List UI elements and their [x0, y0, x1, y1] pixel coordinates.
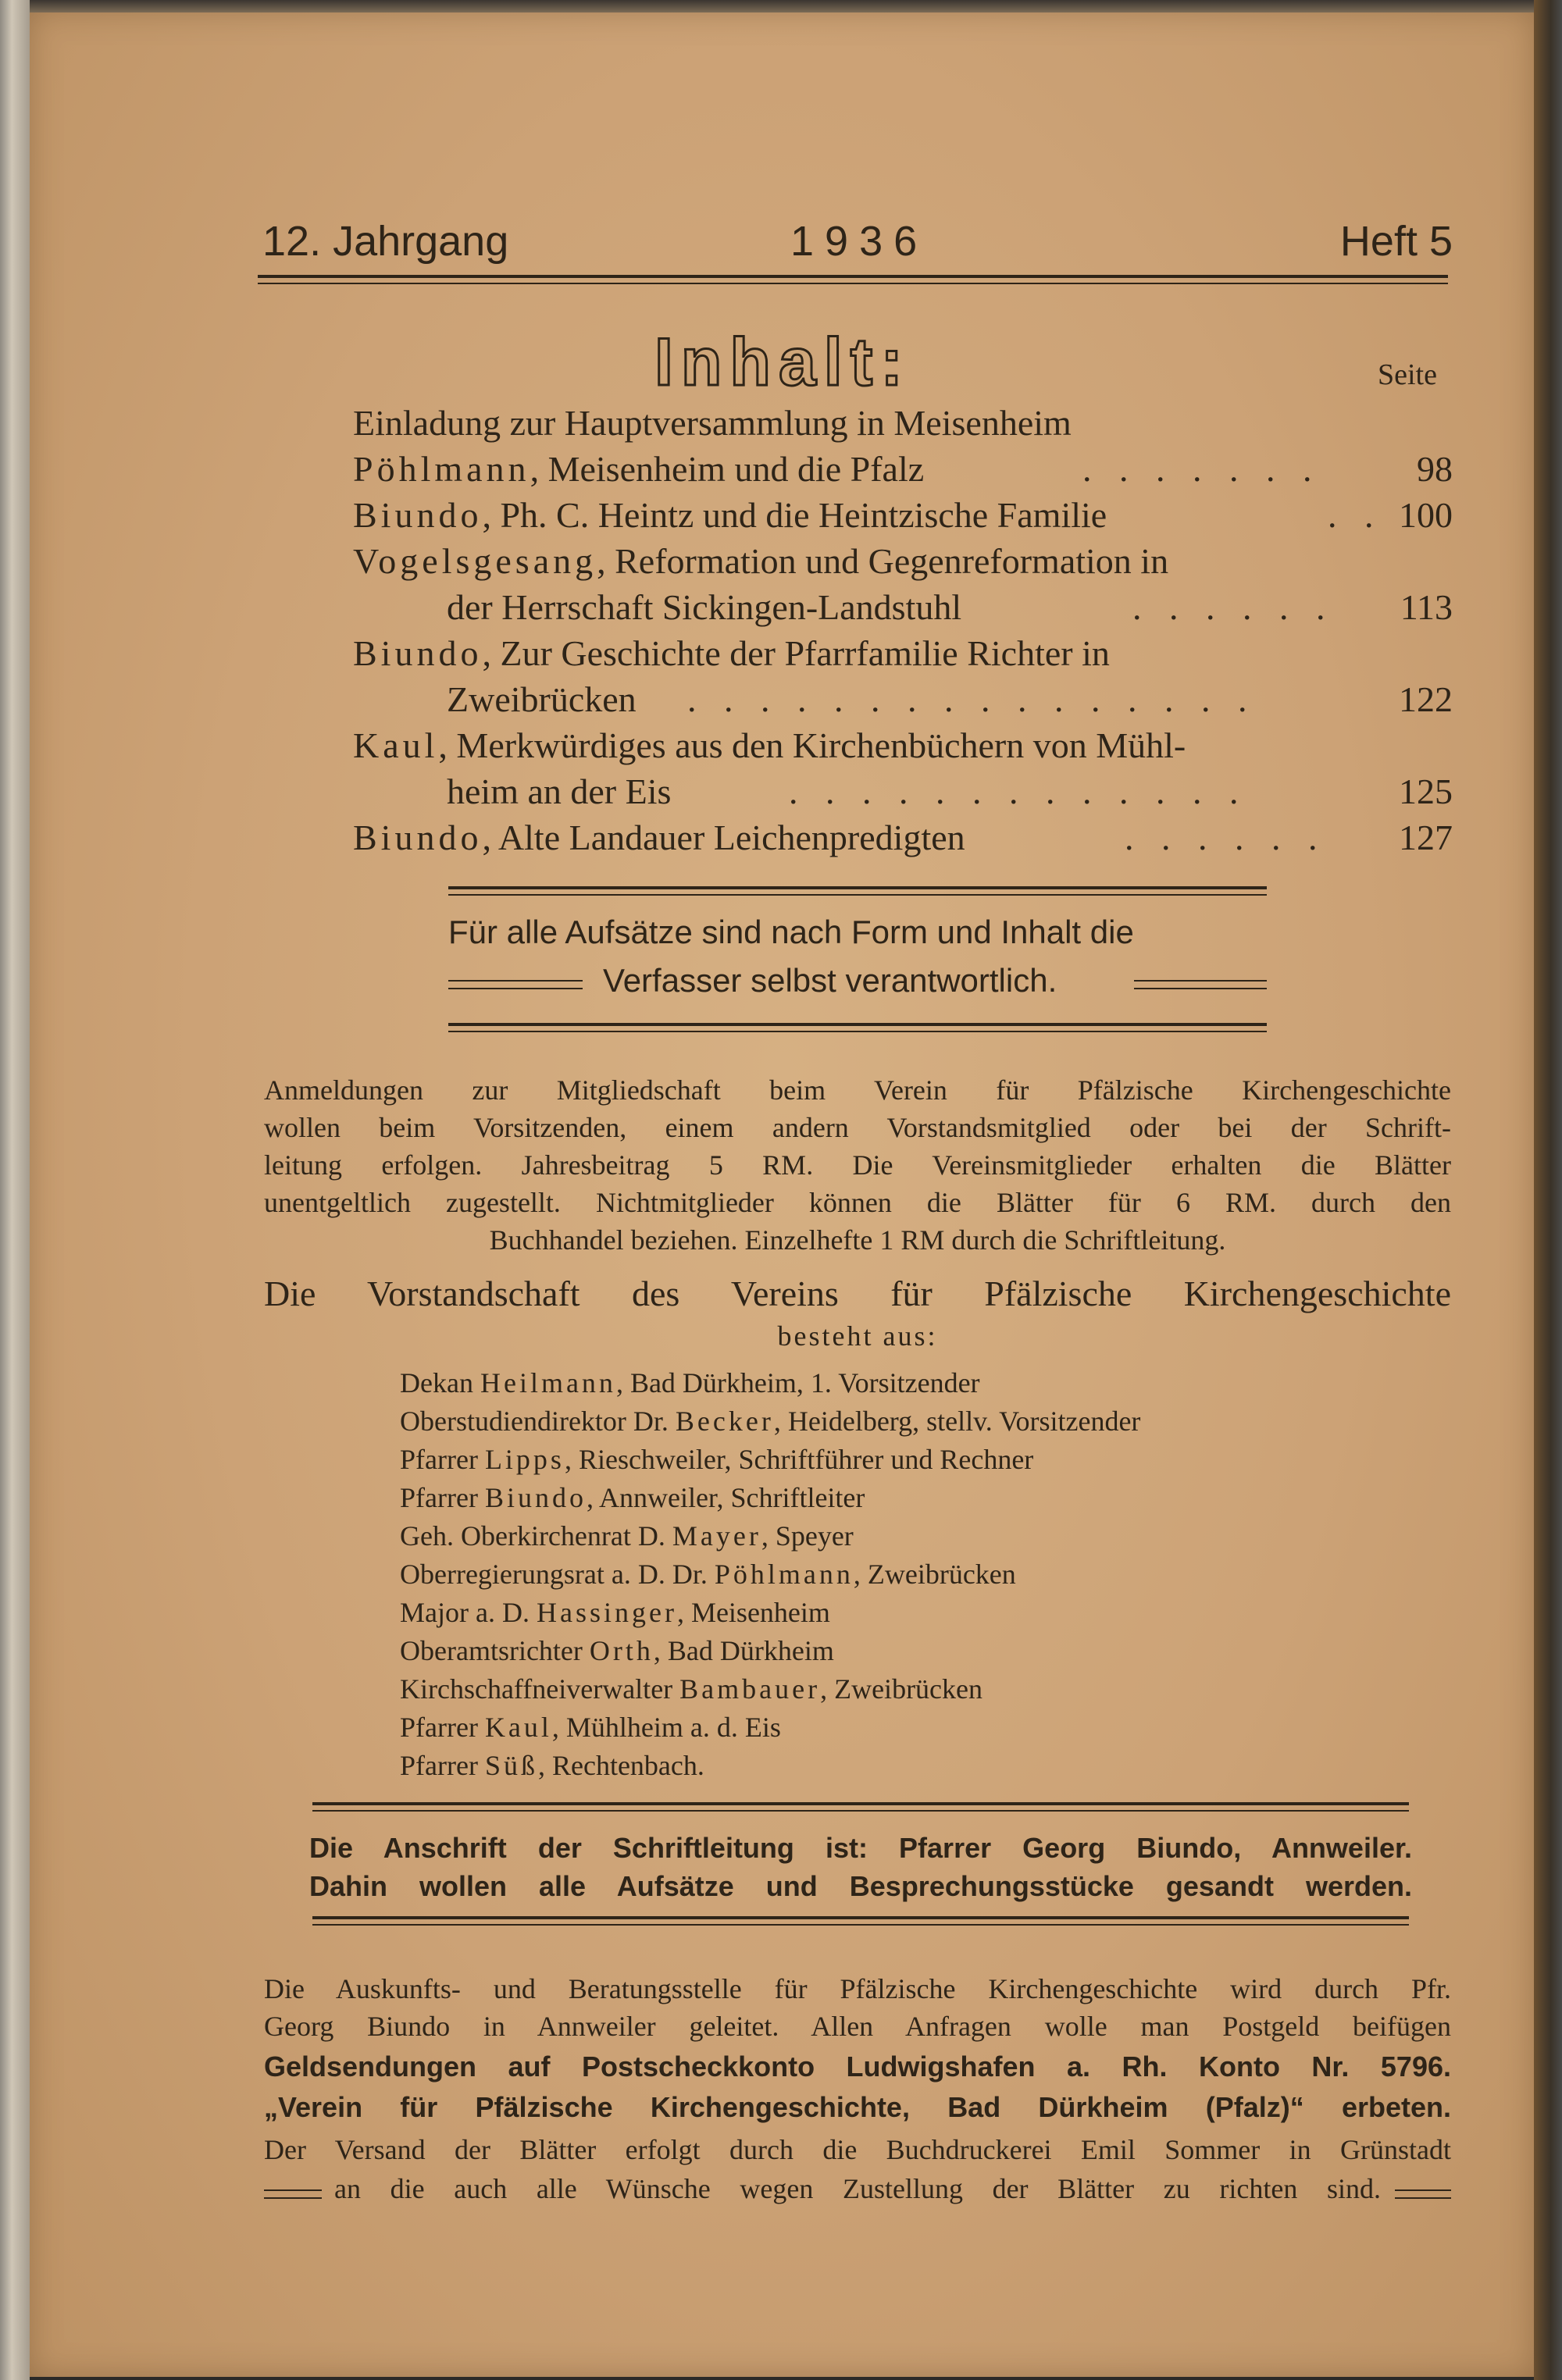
address-rule-bottom [312, 1916, 1409, 1926]
toc-leader-dots: . . [1328, 495, 1383, 535]
toc-author: Vogelsgesang [353, 541, 597, 581]
issue-label: Heft 5 [1339, 218, 1453, 265]
toc-page-number: 125 [1399, 771, 1453, 811]
notice-line-2: Verfasser selbst verantwortlich. [603, 962, 1057, 999]
footer-line-6: an die auch alle Wünsche wegen Zustellung der Blätter zu richten sind. [334, 2173, 1381, 2204]
board-heading: Die Vorstandschaft des Vereins für Pfälzische Kirchengeschichte [264, 1274, 1451, 1313]
toc-author: Pöhlmann [353, 449, 530, 489]
board-member: Kirchschaffneiverwalter Bambauer, Zweibrücken [400, 1673, 983, 1705]
toc-entry-4-continuation: der Herrschaft Sickingen-Landstuhl [447, 587, 962, 627]
board-subheading: besteht aus: [777, 1320, 938, 1352]
toc-entry-1 [353, 402, 1072, 444]
header-rule [258, 275, 1448, 284]
footer-line-5: Der Versand der Blätter erfolgt durch die Buchdruckerei Emil Sommer in Grünstadt [264, 2134, 1451, 2165]
page-header [234, 217, 1453, 272]
membership-line-5: Buchhandel beziehen. Einzelhefte 1 RM durch die Schriftleitung. [489, 1224, 1226, 1256]
board-member: Geh. Oberkirchenrat D. Mayer, Speyer [400, 1520, 854, 1552]
toc-entry-5 [353, 632, 1110, 674]
notice-rule-right [1134, 980, 1267, 989]
toc-title: , Zur Geschichte der Pfarrfamilie Richter in [482, 633, 1110, 673]
footer-line-3: Geldsendungen auf Postscheckkonto Ludwigshafen a. Rh. Konto Nr. 5796. [264, 2050, 1451, 2082]
membership-line-3: leitung erfolgen. Jahresbeitrag 5 RM. Die Vereinsmitglieder erhalten die Blätter [264, 1149, 1451, 1181]
toc-page-number: 98 [1417, 449, 1453, 489]
membership-line-2: wollen beim Vorsitzenden, einem andern Vorstandsmitglied oder bei der Schrift- [264, 1112, 1451, 1143]
toc-title: Einladung zur Hauptversammlung in Meisenheim [353, 403, 1072, 443]
notice-line-1: Für alle Aufsätze sind nach Form und Inhalt die [448, 914, 1134, 950]
toc-title: , Alte Landauer Leichenpredigten [482, 818, 965, 857]
footer-line-1: Die Auskunfts- und Beratungsstelle für Pfälzische Kirchengeschichte wird durch Pfr. [264, 1973, 1451, 2004]
toc-page-number: 113 [1400, 587, 1453, 627]
volume-label: 12. Jahrgang [262, 218, 509, 265]
toc-author: Kaul [353, 725, 439, 765]
board-member: Oberregierungsrat a. D. Dr. Pöhlmann, Zweibrücken [400, 1559, 1016, 1590]
toc-entry-3 [353, 494, 1107, 536]
membership-line-1: Anmeldungen zur Mitgliedschaft beim Verein für Pfälzische Kirchengeschichte [264, 1074, 1451, 1106]
footer-rule-left [264, 2189, 322, 2199]
toc-title: , Ph. C. Heintz und die Heintzische Familie [482, 495, 1107, 535]
book-top-edge [30, 0, 1534, 12]
footer-line-4: „Verein für Pfälzische Kirchengeschichte, Bad Dürkheim (Pfalz)“ erbeten. [264, 2091, 1451, 2123]
address-rule-top [312, 1802, 1409, 1812]
page-column-label: Seite [1378, 358, 1437, 391]
contents-title: Inhalt: [654, 325, 911, 400]
notice-rule-left [448, 980, 583, 989]
toc-entry-4 [353, 540, 1168, 582]
toc-entry-7 [353, 817, 965, 858]
toc-title: , Merkwürdiges aus den Kirchenbüchern von Mühl- [438, 725, 1186, 765]
toc-leader-dots: . . . . . . . . . . . . . . . . [687, 679, 1257, 719]
toc-entry-2 [353, 448, 924, 490]
notice-rule-bottom [448, 1023, 1267, 1032]
toc-entry-6-continuation: heim an der Eis [447, 771, 672, 811]
year-label: 1936 [790, 218, 929, 265]
page-left-edge [0, 0, 30, 2380]
toc-leader-dots: . . . . . . [1125, 818, 1327, 857]
board-member: Pfarrer Lipps, Rieschweiler, Schriftführer und Rechner [400, 1444, 1034, 1475]
book-cover-edge [1534, 0, 1562, 2380]
board-member: Major a. D. Hassinger, Meisenheim [400, 1597, 830, 1628]
toc-entry-5-continuation: Zweibrücken [447, 679, 637, 719]
board-member: Dekan Heilmann, Bad Dürkheim, 1. Vorsitzender [400, 1367, 980, 1398]
footer-rule-right [1395, 2189, 1451, 2199]
address-line-2: Dahin wollen alle Aufsätze und Besprechungsstücke gesandt werden. [309, 1870, 1412, 1902]
board-member: Oberamtsrichter Orth, Bad Dürkheim [400, 1635, 834, 1666]
membership-line-4: unentgeltlich zugestellt. Nichtmitglieder können die Blätter für 6 RM. durch den [264, 1187, 1451, 1218]
board-member: Pfarrer Biundo, Annweiler, Schriftleiter [400, 1482, 865, 1513]
toc-page-number: 122 [1399, 679, 1453, 719]
footer-line-2: Georg Biundo in Annweiler geleitet. Allen Anfragen wolle man Postgeld beifügen [264, 2011, 1451, 2042]
toc-title: , Reformation und Gegenreformation in [597, 541, 1169, 581]
toc-entry-6 [353, 725, 1186, 766]
board-member: Pfarrer Süß, Rechtenbach. [400, 1750, 704, 1781]
toc-author: Biundo [353, 495, 483, 535]
toc-leader-dots: . . . . . . . . . . . . . [789, 771, 1248, 811]
toc-title: , Meisenheim und die Pfalz [530, 449, 925, 489]
toc-author: Biundo [353, 633, 483, 673]
address-line-1: Die Anschrift der Schriftleitung ist: Pfarrer Georg Biundo, Annweiler. [309, 1832, 1412, 1864]
board-member: Pfarrer Kaul, Mühlheim a. d. Eis [400, 1712, 781, 1743]
board-member: Oberstudiendirektor Dr. Becker, Heidelberg, stellv. Vorsitzender [400, 1406, 1141, 1437]
toc-page-number: 100 [1399, 495, 1453, 535]
toc-author: Biundo [353, 818, 483, 857]
toc-leader-dots: . . . . . . [1132, 587, 1335, 627]
notice-rule-top [448, 886, 1267, 896]
toc-leader-dots: . . . . . . . [1082, 449, 1321, 489]
toc-page-number: 127 [1399, 818, 1453, 857]
